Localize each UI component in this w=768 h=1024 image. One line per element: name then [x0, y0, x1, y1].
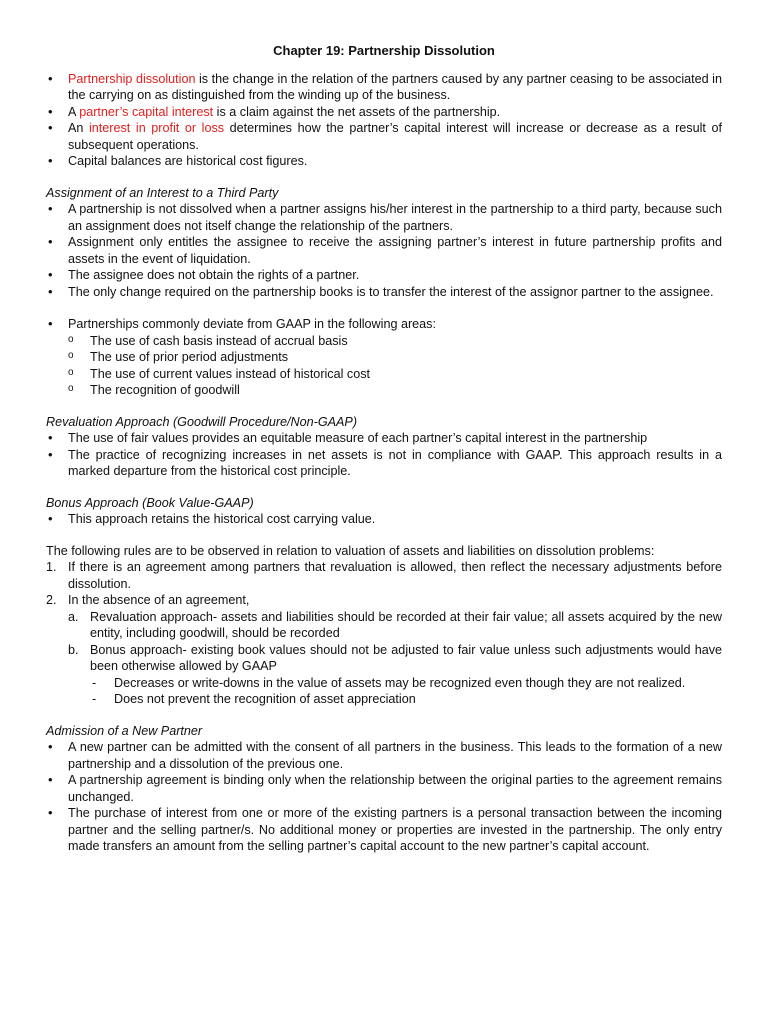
rules-lead: The following rules are to be observed in relation to valuation of assets and liabilities on dissolution problems: — [46, 543, 655, 558]
section-heading: Revaluation Approach (Goodwill Procedure/Non-GAAP) — [46, 414, 358, 429]
list-item: • Capital balances are historical cost figures. — [46, 153, 722, 170]
rules-sublist — [68, 609, 722, 708]
gaap-list — [46, 316, 722, 333]
list-item: o The use of current values instead of historical cost — [46, 366, 722, 383]
list-item: • A partnership agreement is binding only when the relationship between the original parties to the agreement remains unchanged. — [46, 772, 722, 805]
list-item: - Decreases or write-downs in the value of assets may be recognized even though they are not realized. — [90, 675, 722, 692]
list-item: • The use of fair values provides an equitable measure of each partner’s capital interest in the partnership — [46, 430, 722, 447]
section-heading: Admission of a New Partner — [46, 723, 203, 738]
list-letter: b. — [68, 642, 79, 657]
list-number: 1. — [46, 560, 57, 574]
list-item: o The use of cash basis instead of accrual basis — [46, 333, 722, 350]
list-item: 1. If there is an agreement among partners that revaluation is allowed, then reflect the necessary adjustments before dissolution. — [46, 560, 722, 591]
page-title: Chapter 19: Partnership Dissolution — [273, 43, 495, 58]
list-item: a. Revaluation approach- assets and liabilities should be recorded at their fair value; all assets acquired by the new entity, including goodwill, should be recorded — [68, 609, 722, 640]
list-item: - Does not prevent the recognition of asset appreciation — [90, 691, 722, 708]
list-item: • The practice of recognizing increases in net assets is not in compliance with GAAP. This approach results in a marked departure from the historical cost principle. — [46, 447, 722, 480]
assignment-list — [46, 201, 722, 300]
highlight-term: Partnership dissolution — [68, 71, 196, 86]
list-letter: a. — [68, 609, 79, 624]
list-item: 2. In the absence of an agreement, a. Revaluation approach- assets and liabilities should be recorded at their fair value; all assets acquired by the new entity, including goodwill, should be recorded b. Bonus approach- existing book values should not be adjusted to fair value unless such adjustments would have been otherwise allowed by GAAP - Decreases or write-downs in the value of assets may be recognized even though they are not realized. - Does not prevent the recognition of asset appreciation — [46, 592, 722, 708]
list-item: o The use of prior period adjustments — [46, 349, 722, 366]
section-heading: Assignment of an Interest to a Third Party — [46, 185, 279, 200]
list-item: • Partnerships commonly deviate from GAAP in the following areas: — [46, 316, 722, 333]
gaap-sublist — [46, 333, 722, 399]
list-item: • A new partner can be admitted with the consent of all partners in the business. This leads to the formation of a new partnership and a dissolution of the previous one. — [46, 739, 722, 772]
list-item: • The purchase of interest from one or more of the existing partners is a personal transaction between the incoming partner and the selling partner/s. No additional money or properties are invested in the partnership. The only entry made transfers an amount from the selling partner’s capital account to the new partner’s capital account. — [46, 805, 722, 855]
revaluation-list — [46, 430, 722, 480]
list-item: • Assignment only entitles the assignee to receive the assigning partner’s interest in future partnership profits and assets in the event of liquidation. — [46, 234, 722, 267]
highlight-term: partner’s capital interest — [79, 104, 214, 119]
list-item: • An interest in profit or loss determines how the partner’s capital interest will increase or decrease as a result of subsequent operations. — [46, 120, 722, 153]
list-item: • This approach retains the historical cost carrying value. — [46, 511, 722, 528]
section-heading: Bonus Approach (Book Value-GAAP) — [46, 495, 254, 510]
list-item: • A partnership is not dissolved when a partner assigns his/her interest in the partnership to a third party, because such an assignment does not itself change the relationship of the partners. — [46, 201, 722, 234]
rules-list — [46, 559, 722, 708]
admission-list — [46, 739, 722, 855]
list-item: • Partnership dissolution is the change in the relation of the partners caused by any partner ceasing to be associated in the carrying on as distinguished from the winding up of the business. — [46, 71, 722, 104]
highlight-term: interest in profit or loss — [89, 121, 225, 135]
list-number: 2. — [46, 593, 57, 607]
list-item: b. Bonus approach- existing book values should not be adjusted to fair value unless such adjustments would have been otherwise allowed by GAAP - Decreases or write-downs in the value of assets may be recognized even though they are not realized. - Does not prevent the recognition of asset appreciation — [68, 642, 722, 708]
list-item: • The only change required on the partnership books is to transfer the interest of the assignor partner to the assignee. — [46, 284, 722, 301]
intro-list — [46, 71, 722, 170]
bonus-list — [46, 511, 722, 528]
list-item: • A partner’s capital interest is a claim against the net assets of the partnership. — [46, 104, 722, 121]
rules-dash-list — [90, 675, 722, 708]
list-item: • The assignee does not obtain the rights of a partner. — [46, 267, 722, 284]
list-item: o The recognition of goodwill — [46, 382, 722, 399]
